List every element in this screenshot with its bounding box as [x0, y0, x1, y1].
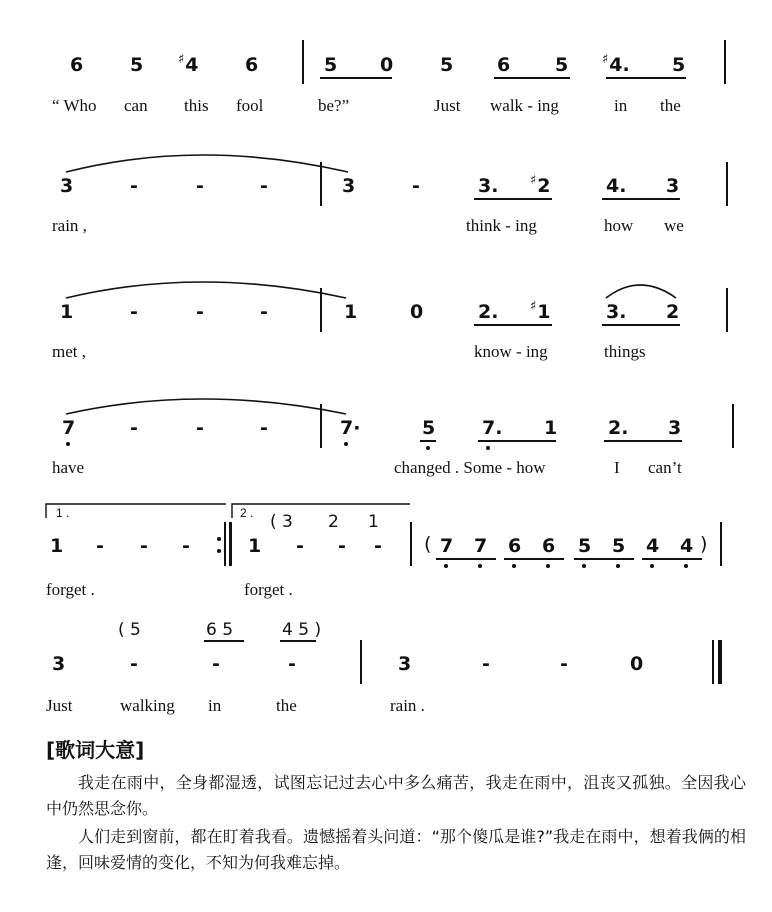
note: - [412, 175, 420, 197]
small-note: 4 5 ) [282, 620, 322, 640]
low-octave-dot [684, 564, 688, 568]
note: 2. [608, 417, 629, 439]
low-octave-dot [582, 564, 586, 568]
note: 1 [50, 535, 64, 557]
note: ♯2 [530, 173, 551, 197]
paragraph: 我走在雨中，全身都湿透，试图忘记过去心中多么痛苦，我走在雨中，沮丧又孤独。全因我心中仍然思念你。 [46, 773, 746, 818]
note: 5 [612, 535, 626, 557]
lyric: this [184, 96, 209, 115]
beam-underline [504, 558, 564, 560]
note: - [130, 653, 138, 675]
note: 2. [478, 301, 499, 323]
paragraph: 人们走到窗前，都在盯着我看。遗憾摇着头问道：“那个傻瓜是谁?”我走在雨中，想着我俩的相逢，回味爱情的变化，不知为何我难忘掉。 [46, 827, 746, 872]
lyric: in [208, 696, 222, 715]
note: 4. [606, 175, 627, 197]
note: 3 [398, 653, 412, 675]
section-title: [歌词大意] [46, 738, 145, 762]
note: 5 [422, 417, 436, 439]
lyric: can [124, 96, 148, 115]
note: 7· [340, 417, 361, 439]
note: 4 [680, 535, 694, 557]
lyric: I [614, 458, 620, 477]
lyric: forget . [244, 580, 293, 599]
barline [732, 404, 734, 448]
repeat-barline [224, 522, 226, 566]
barline [320, 404, 322, 448]
note: 4 [646, 535, 660, 557]
lyric: walking [120, 696, 175, 715]
low-octave-dot [512, 564, 516, 568]
small-note: 6 5 [206, 620, 234, 640]
beam-underline [604, 440, 682, 442]
beam-underline [602, 198, 680, 200]
note: 6 [70, 54, 84, 76]
note: 3 [668, 417, 682, 439]
note: 3 [52, 653, 66, 675]
note: 7 [474, 535, 488, 557]
volta-second-ending-label: 2 . [240, 506, 254, 520]
beam-underline [204, 640, 244, 642]
beam-underline [320, 77, 392, 79]
note: 5 [672, 54, 686, 76]
note: 1 [344, 301, 358, 323]
beam-underline [436, 558, 496, 560]
note: - [482, 653, 490, 675]
note: 7 [440, 535, 454, 557]
low-octave-dot [546, 564, 550, 568]
note: ♯4 [178, 52, 199, 76]
note: 3 [666, 175, 680, 197]
note: 5 [324, 54, 338, 76]
lyric: be?” [318, 96, 350, 115]
lyric: think - ing [466, 216, 537, 235]
beam-underline [478, 440, 556, 442]
small-note: ( 3 [270, 512, 293, 532]
beam-underline [494, 77, 570, 79]
beam-underline [602, 324, 680, 326]
note: 3. [606, 301, 627, 323]
small-note: 2 [328, 512, 339, 532]
note: - [560, 653, 568, 675]
note: 5 [578, 535, 592, 557]
lyric: have [52, 458, 85, 477]
barline [360, 640, 362, 684]
lyric: the [276, 696, 297, 715]
barline [724, 40, 726, 84]
note: 0 [380, 54, 394, 76]
beam-underline [474, 198, 552, 200]
final-barline [718, 640, 722, 684]
barline [726, 288, 728, 332]
note: 1 [248, 535, 262, 557]
barline [726, 162, 728, 206]
lyric: “ Who [52, 96, 97, 115]
lyric: Just [46, 696, 73, 715]
paren: ) [700, 533, 708, 555]
note: - [196, 175, 204, 197]
barline [410, 522, 412, 566]
note: 2 [666, 301, 680, 323]
note: 3 [60, 175, 74, 197]
note: - [130, 301, 138, 323]
note: 3. [478, 175, 499, 197]
note: - [338, 535, 346, 557]
barline [302, 40, 304, 84]
low-octave-dot [444, 564, 448, 568]
note: 5 [440, 54, 454, 76]
barline [320, 162, 322, 206]
note: - [260, 417, 268, 439]
note: - [196, 301, 204, 323]
lyric: Just [434, 96, 461, 115]
note: - [260, 175, 268, 197]
beam-underline [280, 640, 316, 642]
note: - [296, 535, 304, 557]
note: 7 [62, 417, 76, 439]
note: 0 [410, 301, 424, 323]
note: ♯4. [602, 52, 630, 76]
note: - [182, 535, 190, 557]
note: - [196, 417, 204, 439]
lyric: met , [52, 342, 86, 361]
note: 6 [508, 535, 522, 557]
lyric: can’t [648, 458, 682, 477]
note: 6 [497, 54, 511, 76]
lyric: the [660, 96, 681, 115]
low-octave-dot [344, 442, 348, 446]
note: - [374, 535, 382, 557]
note: 1 [544, 417, 558, 439]
lyric: walk - ing [490, 96, 559, 115]
lyric: rain , [52, 216, 87, 235]
barline [720, 522, 722, 566]
note: 3 [342, 175, 356, 197]
note: 1 [60, 301, 74, 323]
paren: ( [424, 533, 432, 555]
note: 0 [630, 653, 644, 675]
lyric: forget . [46, 580, 95, 599]
note: - [288, 653, 296, 675]
repeat-dot [217, 549, 221, 553]
low-octave-dot [486, 446, 490, 450]
small-note: ( 5 [118, 620, 141, 640]
beam-underline [474, 324, 552, 326]
note: 5 [130, 54, 144, 76]
note: 7. [482, 417, 503, 439]
low-octave-dot [66, 442, 70, 446]
volta-first-ending-label: 1 . [56, 506, 70, 520]
lyric: fool [236, 96, 264, 115]
note: - [130, 417, 138, 439]
note: - [212, 653, 220, 675]
lyric: we [664, 216, 684, 235]
low-octave-dot [616, 564, 620, 568]
lyric: know - ing [474, 342, 548, 361]
beam-underline [642, 558, 702, 560]
low-octave-dot [650, 564, 654, 568]
repeat-barline [229, 522, 232, 566]
barline [320, 288, 322, 332]
note: - [260, 301, 268, 323]
note: - [130, 175, 138, 197]
final-barline [712, 640, 714, 684]
beam-underline [420, 440, 436, 442]
note: 6 [245, 54, 259, 76]
note: 6 [542, 535, 556, 557]
note: ♯1 [530, 299, 551, 323]
note: - [140, 535, 148, 557]
lyric: rain . [390, 696, 425, 715]
lyric: in [614, 96, 628, 115]
low-octave-dot [478, 564, 482, 568]
note: 5 [555, 54, 569, 76]
beam-underline [574, 558, 634, 560]
note: - [96, 535, 104, 557]
beam-underline [606, 77, 686, 79]
low-octave-dot [426, 446, 430, 450]
lyric: changed . Some - how [394, 458, 546, 477]
small-note: 1 [368, 512, 379, 532]
lyric: how [604, 216, 634, 235]
lyric: things [604, 342, 646, 361]
repeat-dot [217, 537, 221, 541]
